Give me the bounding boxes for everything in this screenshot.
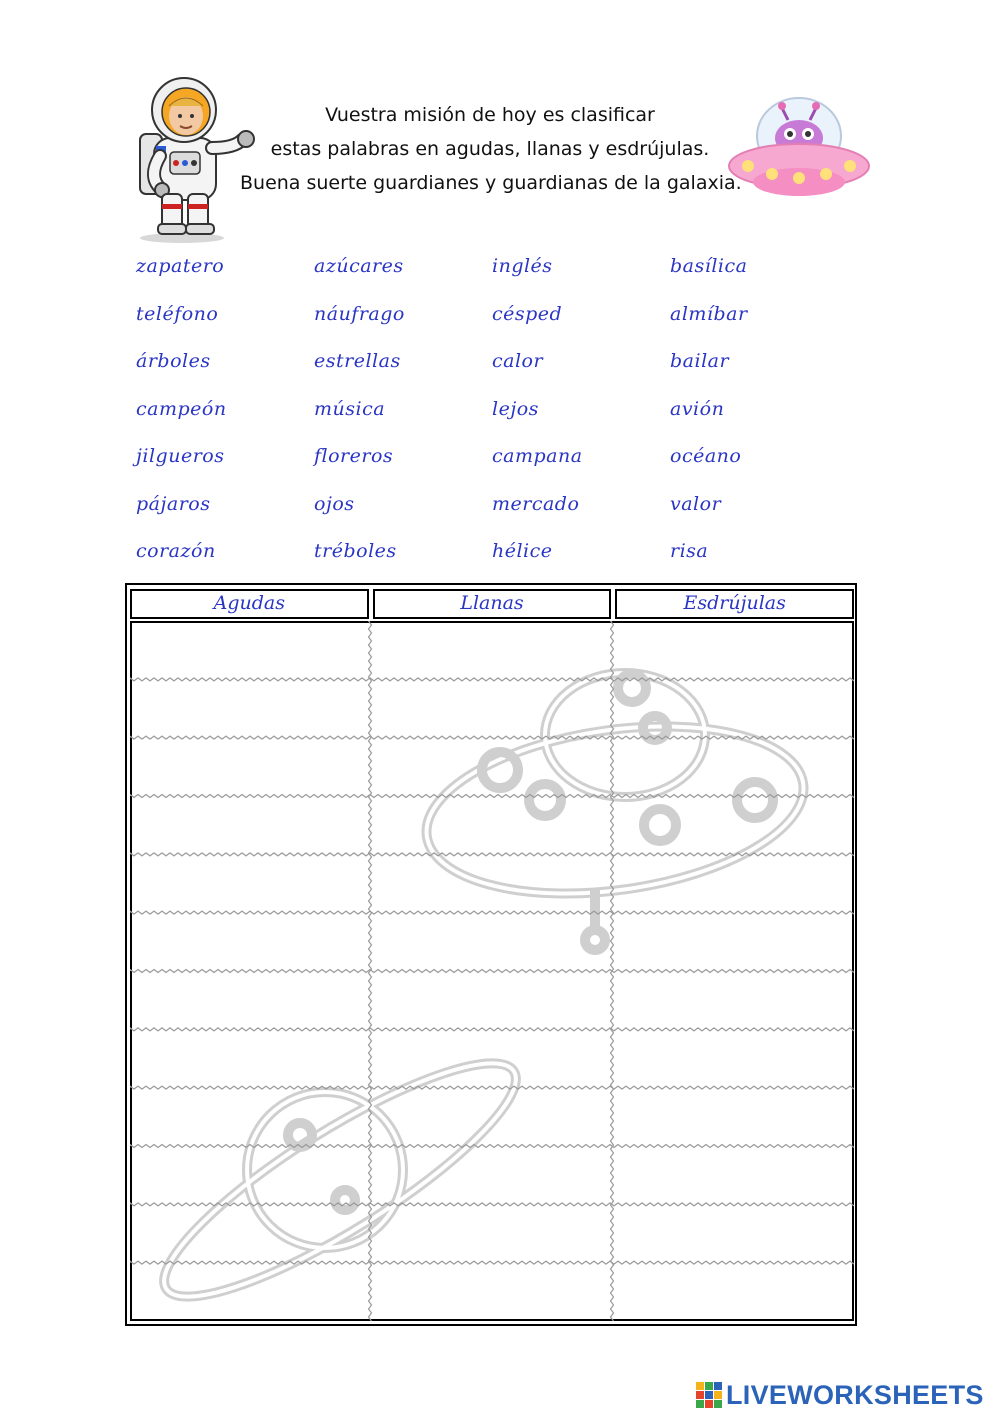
answer-cell-agudas[interactable] <box>130 738 370 796</box>
answer-cell-llanas[interactable] <box>370 854 612 912</box>
word-item: zapatero <box>136 255 225 277</box>
answer-cell-agudas[interactable] <box>130 1088 370 1146</box>
answer-cell-esdrujulas[interactable] <box>612 971 854 1029</box>
answer-cell-esdrujulas[interactable] <box>612 679 854 737</box>
word-item: risa <box>670 540 709 562</box>
instruction-line-1: Vuestra misión de hoy es clasificar <box>325 104 655 126</box>
word-item: almíbar <box>670 302 748 325</box>
answer-cell-esdrujulas[interactable] <box>612 854 854 912</box>
answer-cell-agudas[interactable] <box>130 679 370 737</box>
word-item: bailar <box>670 350 730 372</box>
answer-cell-esdrujulas[interactable] <box>612 621 854 679</box>
table-header-row <box>130 589 854 619</box>
answer-cell-agudas[interactable] <box>130 796 370 854</box>
answer-cell-llanas[interactable] <box>370 971 612 1029</box>
word-item: campeón <box>136 397 227 420</box>
word-item: campana <box>492 445 583 467</box>
answer-cell-llanas[interactable] <box>370 621 612 679</box>
answer-cell-agudas[interactable] <box>130 1146 370 1204</box>
answer-cell-agudas[interactable] <box>130 913 370 971</box>
answer-cell-esdrujulas[interactable] <box>612 913 854 971</box>
answer-cell-esdrujulas[interactable] <box>612 1263 854 1321</box>
word-item: inglés <box>492 255 553 277</box>
word-item: calor <box>492 350 544 372</box>
logo-text: LIVEWORKSHEETS <box>726 1379 984 1410</box>
word-item: ojos <box>314 492 355 515</box>
answer-cell-agudas[interactable] <box>130 1263 370 1321</box>
word-item: árboles <box>136 350 211 372</box>
word-item: floreros <box>314 445 394 467</box>
answer-cell-llanas[interactable] <box>370 1263 612 1321</box>
answer-cell-llanas[interactable] <box>370 796 612 854</box>
answer-cell-llanas[interactable] <box>370 679 612 737</box>
header-agudas: Agudas <box>130 589 369 619</box>
answer-cell-esdrujulas[interactable] <box>612 796 854 854</box>
answer-cell-agudas[interactable] <box>130 621 370 679</box>
answer-cell-esdrujulas[interactable] <box>612 1088 854 1146</box>
word-item: náufrago <box>314 302 405 325</box>
answer-cell-agudas[interactable] <box>130 971 370 1029</box>
logo-mark-icon <box>696 1382 722 1408</box>
word-item: música <box>314 397 386 420</box>
word-item: basílica <box>670 255 748 277</box>
answer-cell-esdrujulas[interactable] <box>612 1146 854 1204</box>
word-item: océano <box>670 445 742 467</box>
word-item: corazón <box>136 540 216 562</box>
answer-cell-llanas[interactable] <box>370 1029 612 1087</box>
answer-cell-esdrujulas[interactable] <box>612 1204 854 1262</box>
answer-cell-llanas[interactable] <box>370 913 612 971</box>
answer-cell-agudas[interactable] <box>130 1204 370 1262</box>
answer-cell-agudas[interactable] <box>130 854 370 912</box>
word-item: avión <box>670 397 725 420</box>
header-llanas: Llanas <box>373 589 612 619</box>
liveworksheets-logo <box>696 1378 984 1412</box>
word-item: césped <box>492 302 563 325</box>
instruction-line-3: Buena suerte guardianes y guardianas de la galaxia. <box>240 172 742 194</box>
word-item: valor <box>670 492 722 515</box>
answer-cell-agudas[interactable] <box>130 1029 370 1087</box>
header-esdrujulas: Esdrújulas <box>615 589 854 619</box>
instruction-line-2: estas palabras en agudas, llanas y esdrújulas. <box>270 138 710 160</box>
word-item: lejos <box>492 397 539 420</box>
word-item: jilgueros <box>136 445 225 467</box>
word-item: mercado <box>492 492 580 515</box>
answer-cell-llanas[interactable] <box>370 738 612 796</box>
answer-cell-llanas[interactable] <box>370 1146 612 1204</box>
word-item: pájaros <box>136 492 211 515</box>
word-item: tréboles <box>314 540 397 562</box>
word-item: hélice <box>492 540 553 562</box>
answer-cell-esdrujulas[interactable] <box>612 738 854 796</box>
answer-cell-esdrujulas[interactable] <box>612 1029 854 1087</box>
answer-cell-llanas[interactable] <box>370 1204 612 1262</box>
word-item: teléfono <box>136 302 219 325</box>
word-item: azúcares <box>314 255 404 277</box>
answer-cell-llanas[interactable] <box>370 1088 612 1146</box>
word-item: estrellas <box>314 350 401 372</box>
